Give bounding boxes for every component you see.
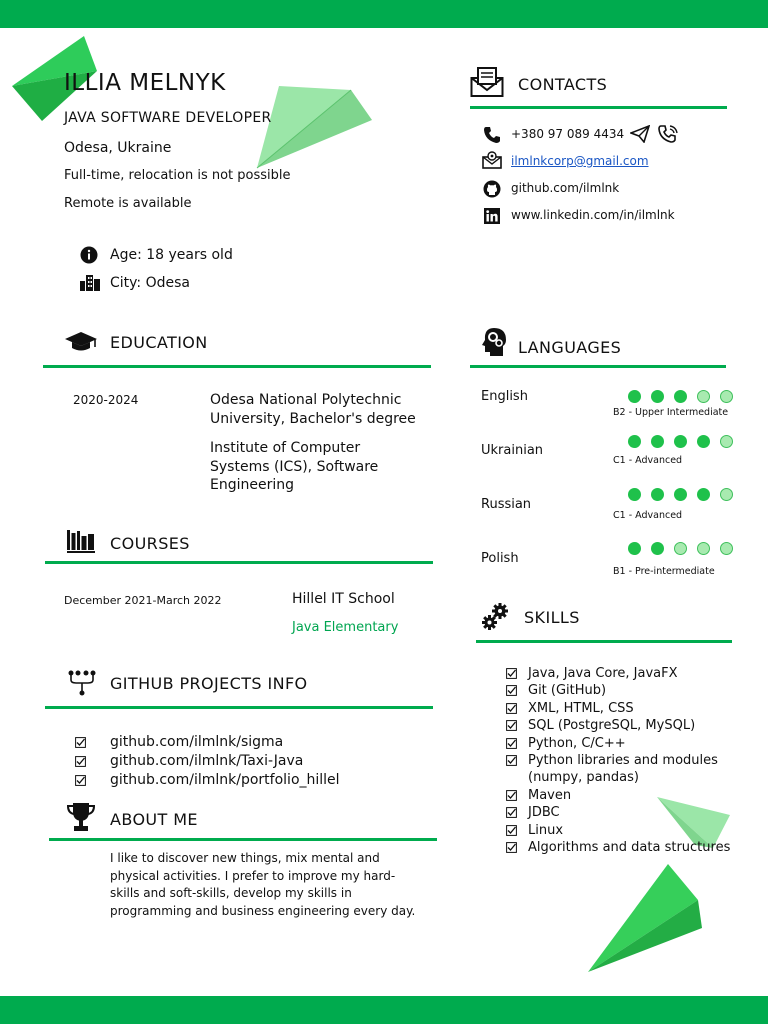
- skills-list: [506, 665, 741, 856]
- rating-dot-empty: [697, 542, 710, 555]
- top-bar: [0, 0, 768, 28]
- rating-dot-empty: [720, 390, 733, 403]
- deco-plane-bottom-right: [588, 862, 706, 974]
- job-title: JAVA SOFTWARE DEVELOPER: [64, 110, 272, 126]
- list-item: [506, 804, 741, 821]
- project-link[interactable]: github.com/ilmlnk/sigma: [110, 734, 284, 750]
- list-item: [506, 839, 741, 856]
- list-item: [506, 665, 741, 682]
- phone-number[interactable]: +380 97 089 4434: [511, 127, 625, 141]
- checkbox-icon: [75, 737, 86, 748]
- rating-dot-filled: [651, 435, 664, 448]
- course-name: Java Elementary: [292, 620, 399, 635]
- languages-title: LANGUAGES: [518, 338, 622, 357]
- skill-item: Git (GitHub): [528, 683, 607, 699]
- gears-icon: [481, 603, 509, 631]
- list-item[interactable]: [75, 752, 340, 771]
- rating-dot-empty: [720, 542, 733, 555]
- courses-rule: [45, 561, 433, 564]
- rating-dot-filled: [697, 488, 710, 501]
- checkbox-icon: [506, 807, 517, 818]
- language-rating: [628, 390, 733, 403]
- projects-list: [75, 733, 340, 790]
- rating-dot-filled: [651, 390, 664, 403]
- about-title: ABOUT ME: [110, 810, 198, 829]
- linkedin-icon: [484, 208, 500, 224]
- skill-item: Linux: [528, 822, 564, 838]
- education-rule: [43, 365, 431, 368]
- language-level: C1 - Advanced: [613, 455, 683, 466]
- checkbox-icon: [506, 703, 517, 714]
- skill-item: XML, HTML, CSS: [528, 700, 634, 716]
- language-name: Ukrainian: [481, 443, 544, 458]
- education-years: 2020-2024: [73, 393, 139, 407]
- checkbox-icon: [506, 720, 517, 731]
- contacts-rule: [470, 106, 727, 109]
- rating-dot-filled: [628, 435, 641, 448]
- languages-rule: [470, 365, 726, 368]
- checkbox-icon: [75, 775, 86, 786]
- language-rating: [628, 488, 733, 501]
- age: Age: 18 years old: [110, 247, 233, 263]
- rating-dot-filled: [628, 390, 641, 403]
- list-item: [506, 822, 741, 839]
- language-name: Polish: [481, 551, 519, 566]
- email-icon: [482, 151, 502, 169]
- rating-dot-filled: [651, 542, 664, 555]
- contacts-title: CONTACTS: [518, 75, 608, 94]
- rating-dot-empty: [720, 488, 733, 501]
- rating-dot-filled: [628, 488, 641, 501]
- checkbox-icon: [75, 756, 86, 767]
- course-school: Hillel IT School: [292, 591, 395, 607]
- viber-icon[interactable]: [657, 123, 679, 145]
- project-link[interactable]: github.com/ilmlnk/Taxi-Java: [110, 753, 304, 769]
- head-gears-icon: [480, 327, 508, 357]
- about-rule: [49, 838, 437, 841]
- language-rating: [628, 435, 733, 448]
- rating-dot-filled: [628, 542, 641, 555]
- language-level: B2 - Upper Intermediate: [613, 407, 729, 418]
- language-name: English: [481, 389, 528, 404]
- bottom-bar: [0, 996, 768, 1024]
- location: Odesa, Ukraine: [64, 140, 172, 156]
- checkbox-icon: [506, 755, 517, 766]
- about-text: I like to discover new things, mix mental and physical activities. I prefer to improve my hard-skills and soft-skills, develop my skills in programming and business engineering every day.: [110, 851, 416, 918]
- mail-icon: [470, 66, 504, 98]
- list-item: [506, 787, 741, 804]
- info-icon: [80, 246, 98, 264]
- list-item: [506, 735, 741, 752]
- language-name: Russian: [481, 497, 532, 512]
- skill-item: Maven: [528, 787, 572, 803]
- checkbox-icon: [506, 738, 517, 749]
- courses-title: COURSES: [110, 534, 190, 553]
- email-link[interactable]: ilmlnkcorp@gmail.com: [511, 154, 649, 168]
- skill-item: SQL (PostgreSQL, MySQL): [528, 718, 696, 734]
- rating-dot-empty: [720, 435, 733, 448]
- checkbox-icon: [506, 668, 517, 679]
- city: City: Odesa: [110, 275, 190, 291]
- list-item[interactable]: [75, 733, 340, 752]
- checkbox-icon: [506, 842, 517, 853]
- skill-item: Python libraries and modules (numpy, pandas): [528, 753, 718, 786]
- graduation-cap-icon: [64, 331, 98, 353]
- candidate-name: ILLIA MELNYK: [64, 70, 226, 96]
- rating-dot-empty: [674, 542, 687, 555]
- rating-dot-filled: [674, 435, 687, 448]
- city-icon: [80, 275, 100, 291]
- list-item: [506, 700, 741, 717]
- git-tree-icon: [68, 670, 96, 696]
- checkbox-icon: [506, 685, 517, 696]
- rating-dot-filled: [651, 488, 664, 501]
- deco-plane-top-center: [255, 84, 375, 170]
- language-level: C1 - Advanced: [613, 510, 683, 521]
- education-title: EDUCATION: [110, 333, 208, 352]
- skills-rule: [476, 640, 732, 643]
- remote-status: Remote is available: [64, 196, 192, 211]
- list-item: [506, 682, 741, 699]
- checkbox-icon: [506, 790, 517, 801]
- github-icon: [483, 180, 501, 198]
- rating-dot-filled: [697, 435, 710, 448]
- list-item[interactable]: [75, 771, 340, 790]
- trophy-icon: [67, 802, 95, 832]
- language-level: B1 - Pre-intermediate: [613, 566, 715, 577]
- skills-title: SKILLS: [524, 608, 580, 627]
- list-item: [506, 717, 741, 734]
- skill-item: Java, Java Core, JavaFX: [528, 666, 678, 681]
- education-university: Odesa National Polytechnic University, Bachelor's degree: [210, 392, 416, 427]
- skill-item: Algorithms and data structures: [528, 840, 731, 856]
- rating-dot-filled: [674, 488, 687, 501]
- rating-dot-filled: [674, 390, 687, 403]
- course-period: December 2021-March 2022: [64, 594, 222, 607]
- language-rating: [628, 542, 733, 555]
- education-institute: Institute of Computer Systems (ICS), Software Engineering: [210, 440, 379, 493]
- telegram-icon[interactable]: [630, 125, 650, 143]
- linkedin-link[interactable]: www.linkedin.com/in/ilmlnk: [511, 208, 675, 222]
- phone-icon: [483, 126, 501, 144]
- books-icon: [67, 529, 95, 553]
- projects-rule: [45, 706, 433, 709]
- projects-title: GITHUB PROJECTS INFO: [110, 674, 308, 693]
- github-link[interactable]: github.com/ilmlnk: [511, 181, 620, 195]
- list-item: [506, 752, 741, 787]
- skill-item: JDBC: [528, 805, 560, 821]
- rating-dot-empty: [697, 390, 710, 403]
- project-link[interactable]: github.com/ilmlnk/portfolio_hillel: [110, 772, 340, 788]
- checkbox-icon: [506, 825, 517, 836]
- skill-item: Python, C/C++: [528, 735, 626, 751]
- employment-type: Full-time, relocation is not possible: [64, 168, 291, 183]
